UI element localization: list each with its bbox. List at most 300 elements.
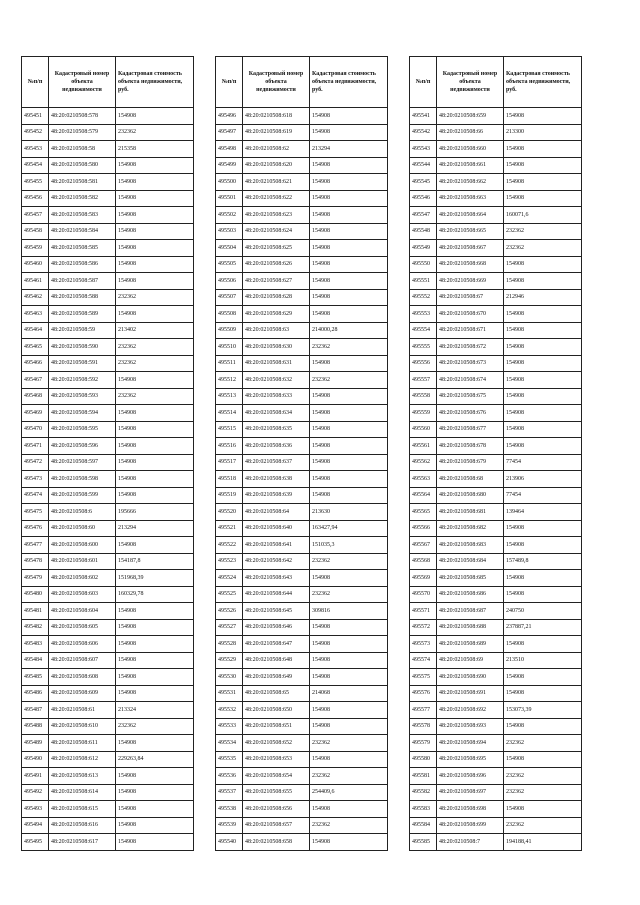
cadastral-value: 154908 (116, 454, 194, 471)
table-row (22, 520, 194, 537)
row-number: 495484 (22, 652, 49, 669)
table-row (216, 784, 388, 801)
table-row (22, 454, 194, 471)
cadastral-number: 48:20:0210508:699 (437, 817, 504, 834)
row-number: 495453 (22, 141, 49, 158)
row-number: 495520 (216, 504, 243, 521)
row-number: 495516 (216, 438, 243, 455)
cadastral-value: 154908 (116, 817, 194, 834)
cadastral-value: 154908 (116, 801, 194, 818)
cadastral-number: 48:20:0210508:657 (243, 817, 310, 834)
cadastral-value: 232362 (310, 768, 388, 785)
cadastral-number: 48:20:0210508:601 (49, 553, 116, 570)
row-number: 495530 (216, 669, 243, 686)
row-number: 495455 (22, 174, 49, 191)
row-number: 495537 (216, 784, 243, 801)
cadastral-number: 48:20:0210508:667 (437, 240, 504, 257)
cadastral-number: 48:20:0210508:611 (49, 735, 116, 752)
cadastral-number: 48:20:0210508:689 (437, 636, 504, 653)
cadastral-number: 48:20:0210508:636 (243, 438, 310, 455)
cadastral-value: 213294 (116, 520, 194, 537)
row-number: 495578 (410, 718, 437, 735)
cadastral-value: 154908 (116, 834, 194, 851)
cadastral-number: 48:20:0210508:587 (49, 273, 116, 290)
cadastral-value: 154908 (504, 339, 582, 356)
row-number: 495545 (410, 174, 437, 191)
row-number: 495488 (22, 718, 49, 735)
header-cadastral-value: Кадастровая стоимость объекта недвижимости, руб. (116, 57, 194, 108)
cadastral-number: 48:20:0210508:651 (243, 718, 310, 735)
row-number: 495524 (216, 570, 243, 587)
row-number: 495550 (410, 256, 437, 273)
cadastral-value: 151035,3 (310, 537, 388, 554)
row-number: 495533 (216, 718, 243, 735)
row-number: 495526 (216, 603, 243, 620)
table-row (22, 157, 194, 174)
row-number: 495482 (22, 619, 49, 636)
cadastral-value: 154908 (504, 273, 582, 290)
cadastral-number: 48:20:0210508:67 (437, 289, 504, 306)
cadastral-value: 154908 (116, 438, 194, 455)
table-row (216, 108, 388, 125)
cadastral-number: 48:20:0210508:631 (243, 355, 310, 372)
table-row (410, 834, 582, 851)
cadastral-value: 154908 (504, 570, 582, 587)
cadastral-value: 213294 (310, 141, 388, 158)
cadastral-value: 232362 (504, 240, 582, 257)
table-row (410, 817, 582, 834)
row-number: 495567 (410, 537, 437, 554)
cadastral-value: 160071,6 (504, 207, 582, 224)
row-number: 495480 (22, 586, 49, 603)
table-row (216, 190, 388, 207)
cadastral-value: 154908 (504, 751, 582, 768)
cadastral-value: 215358 (116, 141, 194, 158)
cadastral-value: 154908 (116, 223, 194, 240)
cadastral-value: 154908 (116, 421, 194, 438)
table-row (216, 603, 388, 620)
table-row (216, 537, 388, 554)
cadastral-number: 48:20:0210508:646 (243, 619, 310, 636)
row-number: 495572 (410, 619, 437, 636)
row-number: 495469 (22, 405, 49, 422)
row-number: 495489 (22, 735, 49, 752)
cadastral-number: 48:20:0210508:625 (243, 240, 310, 257)
cadastral-number: 48:20:0210508:612 (49, 751, 116, 768)
table-row (216, 256, 388, 273)
cadastral-value: 240750 (504, 603, 582, 620)
row-number: 495521 (216, 520, 243, 537)
cadastral-number: 48:20:0210508:641 (243, 537, 310, 554)
table-row (22, 273, 194, 290)
row-number: 495580 (410, 751, 437, 768)
row-number: 495579 (410, 735, 437, 752)
row-number: 495486 (22, 685, 49, 702)
row-number: 495525 (216, 586, 243, 603)
row-number: 495494 (22, 817, 49, 834)
row-number: 495483 (22, 636, 49, 653)
row-number: 495462 (22, 289, 49, 306)
table-row (410, 388, 582, 405)
cadastral-number: 48:20:0210508:588 (49, 289, 116, 306)
table-row (216, 289, 388, 306)
table-row (410, 190, 582, 207)
cadastral-number: 48:20:0210508:598 (49, 471, 116, 488)
table-row (410, 322, 582, 339)
cadastral-number: 48:20:0210508:584 (49, 223, 116, 240)
cadastral-number: 48:20:0210508:656 (243, 801, 310, 818)
table-row (22, 289, 194, 306)
cadastral-value: 154908 (310, 223, 388, 240)
cadastral-value: 229263,84 (116, 751, 194, 768)
cadastral-number: 48:20:0210508:661 (437, 157, 504, 174)
table-row (22, 207, 194, 224)
table-row (216, 570, 388, 587)
header-cadastral-value: Кадастровая стоимость объекта недвижимости, руб. (504, 57, 582, 108)
cadastral-value: 154908 (116, 306, 194, 323)
table-row (22, 190, 194, 207)
row-number: 495503 (216, 223, 243, 240)
cadastral-value: 154908 (310, 718, 388, 735)
table-row (22, 817, 194, 834)
cadastral-value: 154908 (116, 108, 194, 125)
cadastral-value: 232362 (504, 768, 582, 785)
row-number: 495547 (410, 207, 437, 224)
cadastral-number: 48:20:0210508:698 (437, 801, 504, 818)
table-row (216, 306, 388, 323)
cadastral-number: 48:20:0210508:591 (49, 355, 116, 372)
table-row (410, 537, 582, 554)
cadastral-value: 154908 (504, 669, 582, 686)
table-row (410, 669, 582, 686)
cadastral-number: 48:20:0210508:604 (49, 603, 116, 620)
row-number: 495504 (216, 240, 243, 257)
cadastral-value: 154908 (116, 735, 194, 752)
table-row (410, 223, 582, 240)
cadastral-value: 213906 (504, 471, 582, 488)
cadastral-number: 48:20:0210508:61 (49, 702, 116, 719)
cadastral-number: 48:20:0210508:653 (243, 751, 310, 768)
cadastral-number: 48:20:0210508:696 (437, 768, 504, 785)
cadastral-value: 157489,8 (504, 553, 582, 570)
row-number: 495570 (410, 586, 437, 603)
cadastral-value: 214068 (310, 685, 388, 702)
cadastral-number: 48:20:0210508:626 (243, 256, 310, 273)
table-row (22, 322, 194, 339)
row-number: 495487 (22, 702, 49, 719)
row-number: 495500 (216, 174, 243, 191)
cadastral-value: 232362 (504, 735, 582, 752)
cadastral-number: 48:20:0210508:597 (49, 454, 116, 471)
row-number: 495549 (410, 240, 437, 257)
cadastral-value: 154908 (504, 421, 582, 438)
cadastral-number: 48:20:0210508:697 (437, 784, 504, 801)
row-number: 495563 (410, 471, 437, 488)
row-number: 495472 (22, 454, 49, 471)
table-row (22, 685, 194, 702)
row-number: 495557 (410, 372, 437, 389)
cadastral-number: 48:20:0210508:669 (437, 273, 504, 290)
cadastral-value: 194188,41 (504, 834, 582, 851)
row-number: 495576 (410, 685, 437, 702)
cadastral-value: 232362 (310, 817, 388, 834)
cadastral-value: 154908 (504, 306, 582, 323)
cadastral-number: 48:20:0210508:668 (437, 256, 504, 273)
table-row (410, 421, 582, 438)
row-number: 495456 (22, 190, 49, 207)
cadastral-value: 154908 (310, 801, 388, 818)
cadastral-number: 48:20:0210508:663 (437, 190, 504, 207)
table-row (410, 570, 582, 587)
table-row (22, 537, 194, 554)
table-row (410, 454, 582, 471)
cadastral-number: 48:20:0210508:690 (437, 669, 504, 686)
cadastral-value: 254409,6 (310, 784, 388, 801)
table-row (216, 619, 388, 636)
cadastral-number: 48:20:0210508:660 (437, 141, 504, 158)
cadastral-number: 48:20:0210508:65 (243, 685, 310, 702)
row-number: 495514 (216, 405, 243, 422)
table-row (22, 636, 194, 653)
cadastral-value: 232362 (310, 553, 388, 570)
table-row (216, 388, 388, 405)
cadastral-number: 48:20:0210508:616 (49, 817, 116, 834)
cadastral-number: 48:20:0210508:581 (49, 174, 116, 191)
table-row (22, 487, 194, 504)
cadastral-value: 154908 (116, 190, 194, 207)
row-number: 495556 (410, 355, 437, 372)
cadastral-number: 48:20:0210508:592 (49, 372, 116, 389)
cadastral-value: 154908 (310, 190, 388, 207)
table-row (410, 124, 582, 141)
row-number: 495513 (216, 388, 243, 405)
row-number: 495454 (22, 157, 49, 174)
row-number: 495485 (22, 669, 49, 686)
cadastral-number: 48:20:0210508:619 (243, 124, 310, 141)
table-row (22, 570, 194, 587)
cadastral-number: 48:20:0210508:59 (49, 322, 116, 339)
cadastral-value: 154908 (504, 108, 582, 125)
cadastral-value: 154908 (310, 355, 388, 372)
cadastral-number: 48:20:0210508:60 (49, 520, 116, 537)
table-row (216, 174, 388, 191)
table-row (22, 256, 194, 273)
cadastral-number: 48:20:0210508:632 (243, 372, 310, 389)
table-row (410, 735, 582, 752)
table-row (410, 586, 582, 603)
cadastral-value: 154908 (310, 454, 388, 471)
cadastral-number: 48:20:0210508:607 (49, 652, 116, 669)
cadastral-number: 48:20:0210508:648 (243, 652, 310, 669)
cadastral-number: 48:20:0210508:69 (437, 652, 504, 669)
cadastral-number: 48:20:0210508:600 (49, 537, 116, 554)
row-number: 495492 (22, 784, 49, 801)
cadastral-value: 154908 (310, 174, 388, 191)
header-number: №п/п (22, 57, 49, 108)
cadastral-number: 48:20:0210508:655 (243, 784, 310, 801)
cadastral-value: 154908 (310, 669, 388, 686)
cadastral-number: 48:20:0210508:679 (437, 454, 504, 471)
row-number: 495473 (22, 471, 49, 488)
cadastral-value: 232362 (116, 339, 194, 356)
table-row (216, 223, 388, 240)
cadastral-value: 154908 (116, 405, 194, 422)
cadastral-value: 154908 (116, 471, 194, 488)
row-number: 495558 (410, 388, 437, 405)
table-row (410, 652, 582, 669)
cadastral-value: 154908 (310, 207, 388, 224)
table-row (22, 240, 194, 257)
cadastral-number: 48:20:0210508:634 (243, 405, 310, 422)
table-row (22, 801, 194, 818)
table-row (216, 834, 388, 851)
cadastral-number: 48:20:0210508:7 (437, 834, 504, 851)
table-row (22, 652, 194, 669)
cadastral-value: 154908 (310, 405, 388, 422)
cadastral-number: 48:20:0210508:678 (437, 438, 504, 455)
row-number: 495481 (22, 603, 49, 620)
cadastral-value: 154908 (116, 372, 194, 389)
table-row (22, 438, 194, 455)
table-row (22, 504, 194, 521)
cadastral-value: 154908 (310, 619, 388, 636)
row-number: 495562 (410, 454, 437, 471)
table-row (216, 768, 388, 785)
cadastral-value: 232362 (310, 339, 388, 356)
cadastral-value: 213300 (504, 124, 582, 141)
cadastral-value: 154908 (504, 537, 582, 554)
cadastral-value: 154908 (504, 190, 582, 207)
cadastral-number: 48:20:0210508:650 (243, 702, 310, 719)
cadastral-number: 48:20:0210508:599 (49, 487, 116, 504)
row-number: 495535 (216, 751, 243, 768)
cadastral-number: 48:20:0210508:640 (243, 520, 310, 537)
table-row (22, 223, 194, 240)
row-number: 495467 (22, 372, 49, 389)
row-number: 495582 (410, 784, 437, 801)
cadastral-value: 154908 (116, 157, 194, 174)
cadastral-number: 48:20:0210508:693 (437, 718, 504, 735)
cadastral-value: 214000,28 (310, 322, 388, 339)
table-row (216, 801, 388, 818)
cadastral-number: 48:20:0210508:627 (243, 273, 310, 290)
cadastral-number: 48:20:0210508:691 (437, 685, 504, 702)
cadastral-value: 154908 (116, 240, 194, 257)
table-row (216, 124, 388, 141)
cadastral-number: 48:20:0210508:615 (49, 801, 116, 818)
cadastral-number: 48:20:0210508:692 (437, 702, 504, 719)
cadastral-number: 48:20:0210508:673 (437, 355, 504, 372)
cadastral-number: 48:20:0210508:659 (437, 108, 504, 125)
cadastral-number: 48:20:0210508:62 (243, 141, 310, 158)
cadastral-value: 232362 (116, 388, 194, 405)
row-number: 495477 (22, 537, 49, 554)
cadastral-number: 48:20:0210508:686 (437, 586, 504, 603)
row-number: 495493 (22, 801, 49, 818)
row-number: 495560 (410, 421, 437, 438)
table-row (22, 768, 194, 785)
cadastral-number: 48:20:0210508:684 (437, 553, 504, 570)
cadastral-number: 48:20:0210508:580 (49, 157, 116, 174)
row-number: 495542 (410, 124, 437, 141)
cadastral-number: 48:20:0210508:595 (49, 421, 116, 438)
table-row (216, 339, 388, 356)
cadastral-number: 48:20:0210508:620 (243, 157, 310, 174)
header-row (410, 57, 582, 108)
table-row (410, 603, 582, 620)
table-row (216, 751, 388, 768)
cadastral-number: 48:20:0210508:614 (49, 784, 116, 801)
row-number: 495479 (22, 570, 49, 587)
row-number: 495536 (216, 768, 243, 785)
table-row (216, 636, 388, 653)
row-number: 495470 (22, 421, 49, 438)
table-row (22, 735, 194, 752)
cadastral-value: 213402 (116, 322, 194, 339)
row-number: 495553 (410, 306, 437, 323)
cadastral-value: 154908 (116, 669, 194, 686)
row-number: 495464 (22, 322, 49, 339)
cadastral-value: 154908 (504, 157, 582, 174)
cadastral-value: 154908 (116, 273, 194, 290)
cadastral-value: 154908 (310, 570, 388, 587)
row-number: 495538 (216, 801, 243, 818)
table-row (22, 619, 194, 636)
cadastral-value: 212946 (504, 289, 582, 306)
row-number: 495460 (22, 256, 49, 273)
table-row (410, 240, 582, 257)
table-row (22, 834, 194, 851)
row-number: 495518 (216, 471, 243, 488)
row-number: 495583 (410, 801, 437, 818)
cadastral-number: 48:20:0210508:579 (49, 124, 116, 141)
row-number: 495571 (410, 603, 437, 620)
cadastral-value: 154908 (116, 537, 194, 554)
row-number: 495508 (216, 306, 243, 323)
cadastral-value: 154908 (504, 636, 582, 653)
table-row (216, 685, 388, 702)
cadastral-value: 195666 (116, 504, 194, 521)
cadastral-value: 154908 (310, 421, 388, 438)
row-number: 495465 (22, 339, 49, 356)
table-row (216, 471, 388, 488)
cadastral-number: 48:20:0210508:688 (437, 619, 504, 636)
row-number: 495531 (216, 685, 243, 702)
header-row (216, 57, 388, 108)
table-row (410, 784, 582, 801)
cadastral-number: 48:20:0210508:638 (243, 471, 310, 488)
cadastral-number: 48:20:0210508:624 (243, 223, 310, 240)
cadastral-number: 48:20:0210508:589 (49, 306, 116, 323)
table-row (410, 619, 582, 636)
table-row (22, 174, 194, 191)
row-number: 495511 (216, 355, 243, 372)
table-row (410, 405, 582, 422)
cadastral-value: 154908 (310, 256, 388, 273)
cadastral-value: 154908 (504, 174, 582, 191)
row-number: 495540 (216, 834, 243, 851)
cadastral-number: 48:20:0210508:633 (243, 388, 310, 405)
row-number: 495505 (216, 256, 243, 273)
table-row (216, 438, 388, 455)
cadastral-number: 48:20:0210508:630 (243, 339, 310, 356)
cadastral-number: 48:20:0210508:609 (49, 685, 116, 702)
table-row (410, 504, 582, 521)
table-row (22, 141, 194, 158)
table-row (22, 471, 194, 488)
cadastral-number: 48:20:0210508:578 (49, 108, 116, 125)
table-row (410, 108, 582, 125)
